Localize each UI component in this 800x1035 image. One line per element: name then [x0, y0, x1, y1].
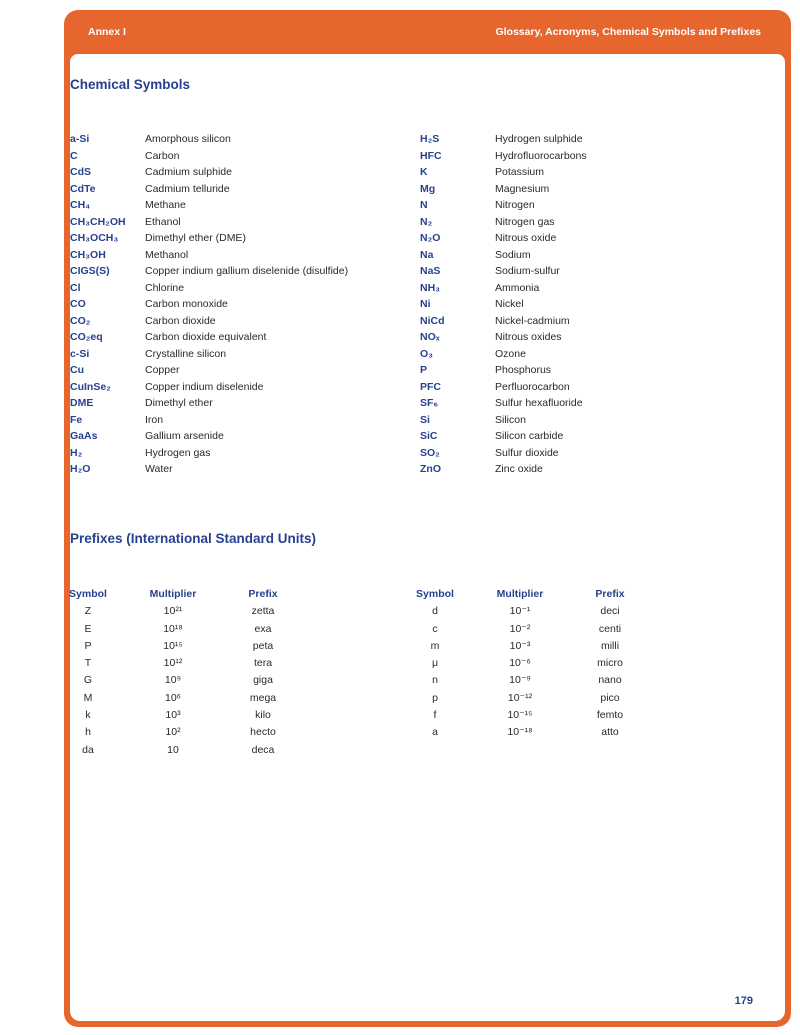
prefix-row [58, 655, 298, 672]
chemical-symbol-row [70, 428, 420, 445]
chemical-symbol-row [70, 280, 420, 297]
chemical-symbol-row [420, 214, 785, 231]
chemical-symbol-definition: Silicon [495, 413, 526, 426]
prefix-table-header-row [58, 586, 298, 603]
chemical-symbol-row [70, 296, 420, 313]
chemical-symbol: GaAs [70, 430, 98, 442]
prefix-column-header: Prefix [595, 588, 625, 600]
chemical-symbol-definition: Sulfur dioxide [495, 446, 559, 459]
chemical-symbol: H₂ [70, 446, 83, 459]
chemical-symbol-definition: Nickel-cadmium [495, 314, 570, 327]
chemical-symbol-row [420, 412, 785, 429]
prefix-multiplier: 10⁻⁹ [509, 674, 531, 687]
chemical-symbol-definition: Copper [145, 364, 180, 376]
chemical-symbols-column-2 [420, 131, 785, 478]
prefix-symbol: c [432, 622, 438, 635]
prefix-name: peta [252, 639, 274, 652]
prefix-symbol: n [432, 674, 438, 687]
chemical-symbol-definition: Nickel [495, 298, 524, 310]
chemical-symbol-row [420, 181, 785, 198]
page-header-bar [64, 10, 791, 54]
page-frame [64, 10, 791, 1027]
chemical-symbol-row [70, 181, 420, 198]
prefix-row [405, 724, 645, 741]
prefix-symbol: f [433, 709, 437, 722]
chemical-symbol: O₃ [420, 347, 434, 360]
chemical-symbol-definition: Zinc oxide [495, 463, 543, 475]
chemical-symbol: CdS [70, 166, 91, 178]
chemical-symbol: NH₃ [420, 281, 441, 294]
chemical-symbol: CdTe [70, 182, 96, 195]
chemical-symbol-row [70, 362, 420, 379]
prefix-symbol: p [432, 691, 438, 704]
chemical-symbol-row [70, 329, 420, 346]
prefix-row [58, 690, 298, 707]
chemical-symbol-definition: Crystalline silicon [145, 347, 227, 360]
prefix-name: zetta [251, 605, 275, 618]
chemical-symbol-definition: Potassium [495, 166, 545, 178]
prefix-row [405, 638, 645, 655]
prefix-symbol: h [85, 726, 91, 739]
chemical-symbol-row [420, 197, 785, 214]
chemical-symbol: CO [70, 298, 86, 310]
chemical-symbol: N₂ [420, 215, 433, 228]
chemical-symbol-row [70, 395, 420, 412]
chemical-symbol-row [70, 412, 420, 429]
chemical-symbol-row [70, 197, 420, 214]
chemical-symbol: N₂O [420, 232, 441, 244]
chemical-symbol: DME [70, 397, 94, 409]
chemical-symbol-definition: Perfluorocarbon [495, 380, 570, 393]
prefix-symbol: k [85, 709, 91, 722]
prefix-row [405, 707, 645, 724]
prefix-multiplier: 10⁻¹ [509, 605, 531, 618]
prefix-row [58, 638, 298, 655]
prefix-symbol: P [84, 639, 92, 652]
prefix-name: tera [253, 657, 273, 670]
chemical-symbol-row [70, 164, 420, 181]
chemical-symbol-row [420, 131, 785, 148]
prefix-multiplier: 10⁻¹² [507, 691, 533, 704]
chemical-symbol-definition: Dimethyl ether [145, 397, 213, 409]
chemical-symbol-definition: Nitrous oxides [495, 331, 562, 343]
chemical-symbol: Ni [420, 298, 431, 310]
chemical-symbol-definition: Nitrous oxide [495, 232, 557, 244]
prefix-row [58, 742, 298, 759]
chemical-symbol: Cu [70, 364, 84, 376]
chemical-symbol: NiCd [420, 314, 445, 327]
chemical-symbol-row [420, 230, 785, 247]
prefix-row [58, 621, 298, 638]
chemical-symbols-heading: Chemical Symbols [70, 77, 191, 92]
prefix-multiplier: 10⁻¹⁸ [507, 726, 533, 739]
prefix-symbol: G [83, 674, 93, 687]
prefix-name: centi [598, 622, 622, 635]
chemical-symbol: CH₃CH₂OH [70, 215, 126, 228]
prefix-multiplier: 10¹² [163, 657, 183, 670]
chemical-symbol-row [420, 362, 785, 379]
prefix-column-header: Multiplier [149, 588, 197, 600]
chemical-symbol-definition: Amorphous silicon [145, 133, 231, 145]
prefix-symbol: T [84, 657, 92, 670]
chemical-symbol-definition: Carbon dioxide equivalent [145, 331, 267, 343]
prefix-multiplier: 10⁻² [509, 622, 531, 635]
prefix-multiplier: 10⁹ [164, 674, 182, 687]
prefix-table-2 [405, 586, 645, 742]
chemical-symbol-row [420, 329, 785, 346]
prefix-name: hecto [250, 726, 276, 739]
prefix-row [405, 655, 645, 672]
chemical-symbol-definition: Methanol [145, 248, 189, 261]
chemical-symbol-definition: Silicon carbide [495, 430, 564, 442]
prefix-multiplier: 10⁻³ [509, 639, 531, 652]
chemical-symbol-definition: Sodium-sulfur [495, 265, 560, 277]
chemical-symbol: CO₂ [70, 314, 91, 327]
prefix-row [58, 724, 298, 741]
chemical-symbol-row [70, 445, 420, 462]
chemical-symbol: SiC [420, 430, 438, 442]
prefix-multiplier: 10¹⁵ [163, 639, 183, 652]
prefix-row [405, 672, 645, 689]
prefix-row [58, 672, 298, 689]
chemical-symbol-definition: Carbon monoxide [145, 298, 228, 310]
chemical-symbol-row [420, 296, 785, 313]
chemical-symbol: ZnO [420, 463, 441, 475]
chemical-symbol: C [70, 149, 78, 162]
chemical-symbol-definition: Iron [145, 413, 164, 426]
chemical-symbol-row [70, 247, 420, 264]
prefix-name: exa [254, 622, 272, 635]
chemical-symbol-row [70, 148, 420, 165]
chemical-symbol-definition: Ethanol [145, 215, 181, 228]
chemical-symbols-column-1 [70, 131, 420, 478]
chemical-symbol-row [420, 247, 785, 264]
chemical-symbol-definition: Nitrogen gas [495, 215, 555, 228]
prefix-table-header-row [405, 586, 645, 603]
prefix-name: deca [251, 743, 275, 756]
chemical-symbol-row [420, 379, 785, 396]
chemical-symbol-definition: Ozone [495, 347, 526, 360]
prefix-multiplier: 10²¹ [163, 605, 183, 618]
prefix-name: atto [601, 726, 619, 739]
chemical-symbol-definition: Methane [145, 199, 186, 211]
chemical-symbol: PFC [420, 380, 441, 393]
chemical-symbol-definition: Ammonia [495, 281, 540, 294]
annex-label: Annex I [88, 26, 126, 38]
chemical-symbol-definition: Chlorine [145, 281, 185, 294]
chemical-symbol-definition: Sodium [495, 248, 531, 261]
prefix-table-1 [58, 586, 298, 759]
prefix-symbol: d [432, 605, 438, 618]
chemical-symbol: Si [420, 413, 430, 426]
prefix-row [58, 707, 298, 724]
prefix-multiplier: 10¹⁸ [163, 622, 183, 635]
chemical-symbol: c-Si [70, 347, 90, 360]
prefix-row [58, 603, 298, 620]
chemical-symbol-row [420, 148, 785, 165]
chemical-symbol-row [70, 313, 420, 330]
prefix-name: deci [600, 605, 620, 618]
prefix-row [405, 690, 645, 707]
chemical-symbol: Cl [70, 281, 81, 294]
chemical-symbol-row [420, 395, 785, 412]
page-content [70, 54, 785, 1021]
chemical-symbol: CuInSe₂ [70, 380, 111, 393]
prefix-symbol: E [84, 622, 92, 635]
prefix-name: pico [600, 691, 620, 704]
prefixes-heading: Prefixes (International Standard Units) [70, 531, 317, 546]
chemical-symbol-row [420, 428, 785, 445]
prefix-symbol: Z [84, 605, 92, 618]
prefix-row [405, 621, 645, 638]
chemical-symbol: NaS [420, 265, 441, 277]
prefix-name: milli [600, 639, 620, 652]
chemical-symbol: H₂O [70, 463, 91, 475]
page-number: 179 [734, 995, 753, 1007]
prefix-symbol: m [430, 639, 440, 652]
chemical-symbol: SF₆ [420, 397, 439, 409]
chemical-symbol-row [420, 164, 785, 181]
chemical-symbol-row [70, 214, 420, 231]
prefix-symbol: μ [431, 657, 439, 670]
chemical-symbol-definition: Hydrogen sulphide [495, 133, 583, 145]
prefix-name: femto [596, 709, 624, 722]
prefix-column-header: Multiplier [496, 588, 544, 600]
chemical-symbol-row [420, 461, 785, 478]
chemical-symbol-row [70, 131, 420, 148]
chemical-symbol-row [70, 263, 420, 280]
chemical-symbol-row [70, 461, 420, 478]
chemical-symbol: CH₃OCH₃ [70, 232, 119, 244]
chemical-symbol-definition: Water [145, 463, 173, 475]
chemical-symbol-definition: Magnesium [495, 182, 550, 195]
prefix-multiplier: 10⁻¹⁵ [507, 709, 533, 722]
chemical-symbol: Fe [70, 413, 83, 426]
chemical-symbol: CH₃OH [70, 248, 106, 261]
chemical-symbol: N [420, 199, 428, 211]
prefix-row [405, 603, 645, 620]
chemical-symbol-row [420, 346, 785, 363]
chemical-symbols-list [70, 131, 785, 478]
chemical-symbol-definition: Copper indium gallium diselenide (disulfide) [145, 265, 349, 277]
chemical-symbol: SO₂ [420, 446, 440, 459]
prefix-name: mega [249, 691, 277, 704]
chemical-symbol-row [420, 263, 785, 280]
chemical-symbol-row [70, 346, 420, 363]
prefix-symbol: M [83, 691, 93, 704]
prefix-column-header: Symbol [69, 588, 107, 600]
chemical-symbol-definition: Hydrofluorocarbons [495, 149, 587, 162]
chemical-symbol-row [420, 280, 785, 297]
chemical-symbol: CO₂eq [70, 331, 103, 343]
prefix-name: nano [598, 674, 622, 687]
chemical-symbol-definition: Phosphorus [495, 364, 552, 376]
chemical-symbol-definition: Cadmium sulphide [145, 166, 232, 178]
chemical-symbol-definition: Carbon dioxide [145, 314, 216, 327]
chemical-symbol: Mg [420, 182, 436, 195]
chemical-symbol-definition: Dimethyl ether (DME) [145, 232, 246, 244]
prefix-symbol: a [432, 726, 438, 739]
header-title: Glossary, Acronyms, Chemical Symbols and Prefixes [495, 26, 761, 38]
prefix-multiplier: 10³ [165, 709, 181, 722]
chemical-symbol-definition: Gallium arsenide [145, 430, 224, 442]
prefix-symbol: da [82, 743, 94, 756]
prefix-column-header: Symbol [416, 588, 454, 600]
chemical-symbol-definition: Sulfur hexafluoride [495, 397, 583, 409]
chemical-symbol: Na [420, 248, 434, 261]
chemical-symbol: CH₄ [70, 199, 91, 211]
prefix-name: giga [253, 674, 273, 687]
prefix-column-header: Prefix [248, 588, 278, 600]
chemical-symbol-definition: Copper indium diselenide [145, 380, 264, 393]
chemical-symbol: P [420, 364, 428, 376]
chemical-symbol: K [420, 166, 428, 178]
prefix-multiplier: 10⁶ [164, 691, 181, 704]
chemical-symbol-row [420, 313, 785, 330]
prefix-multiplier: 10 [167, 743, 179, 756]
prefix-multiplier: 10⁻⁶ [509, 657, 531, 670]
chemical-symbol: a-Si [70, 133, 90, 145]
chemical-symbol-definition: Hydrogen gas [145, 446, 211, 459]
chemical-symbol: H₂S [420, 133, 440, 145]
chemical-symbol-row [70, 379, 420, 396]
chemical-symbol: NOₓ [420, 331, 440, 343]
chemical-symbol-row [70, 230, 420, 247]
prefix-name: kilo [255, 709, 271, 722]
chemical-symbol-row [420, 445, 785, 462]
chemical-symbol-definition: Cadmium telluride [145, 182, 230, 195]
prefix-multiplier: 10² [165, 726, 181, 739]
chemical-symbol: CIGS(S) [70, 265, 110, 277]
chemical-symbol: HFC [420, 149, 442, 162]
prefix-name: micro [597, 657, 623, 670]
chemical-symbol-definition: Carbon [145, 149, 180, 162]
chemical-symbol-definition: Nitrogen [495, 199, 535, 211]
